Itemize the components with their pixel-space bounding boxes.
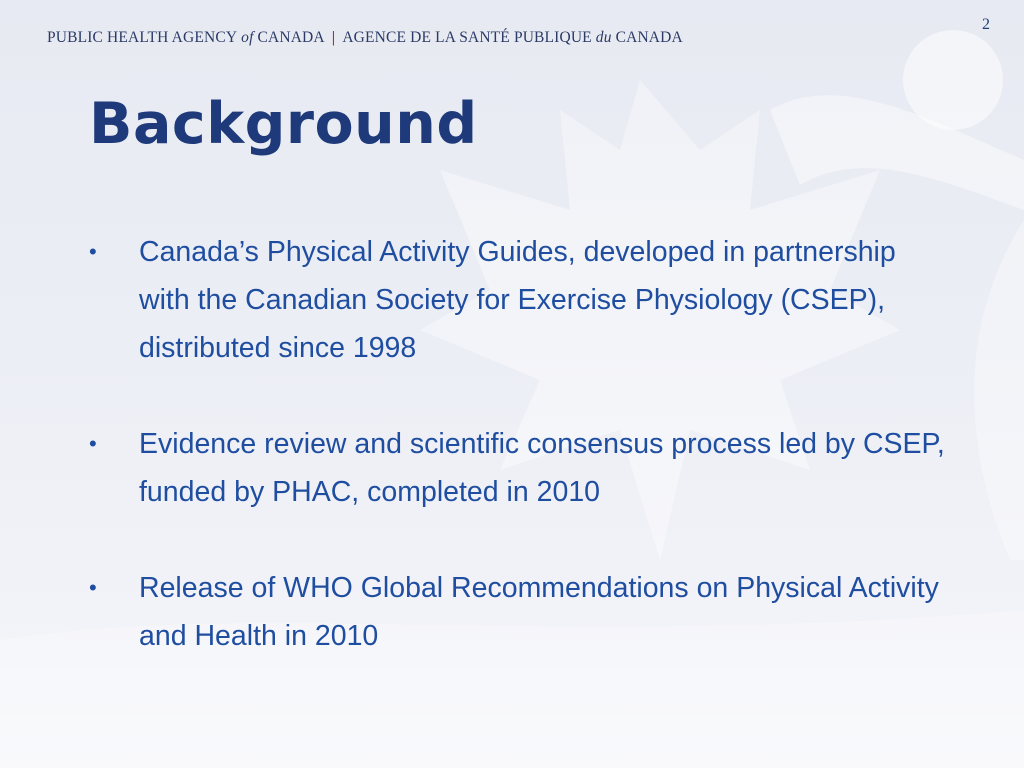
- bullet-marker: •: [89, 431, 97, 456]
- bullet-text: Release of WHO Global Recommendations on Physical Activity and Health in 2010: [139, 572, 939, 652]
- agency-name-fr-du: du: [595, 29, 612, 46]
- agency-name-en-country: CANADA: [257, 29, 325, 46]
- bullet-text: Canada’s Physical Activity Guides, developed in partnership with the Canadian Society for Exercise Physiology (CSEP), distributed since 1998: [139, 236, 896, 364]
- bullet-list: [89, 228, 949, 660]
- bullet-text: Evidence review and scientific consensus process led by CSEP, funded by PHAC, completed in 2010: [139, 428, 945, 508]
- agency-name-en-of: of: [241, 29, 254, 46]
- bullet-item: [89, 564, 949, 660]
- bullet-marker: •: [89, 575, 97, 600]
- agency-name-fr: AGENCE DE LA SANTÉ PUBLIQUE: [342, 29, 592, 46]
- bullet-item: [89, 420, 949, 516]
- page-number: 2: [982, 16, 990, 33]
- bullet-marker: •: [89, 239, 97, 264]
- agency-name-fr-country: CANADA: [615, 29, 683, 46]
- agency-header: [47, 27, 683, 49]
- bullet-item: [89, 228, 949, 372]
- header-separator: |: [331, 29, 336, 46]
- slide-title: Background: [89, 91, 478, 157]
- agency-name-en: PUBLIC HEALTH AGENCY: [47, 29, 238, 46]
